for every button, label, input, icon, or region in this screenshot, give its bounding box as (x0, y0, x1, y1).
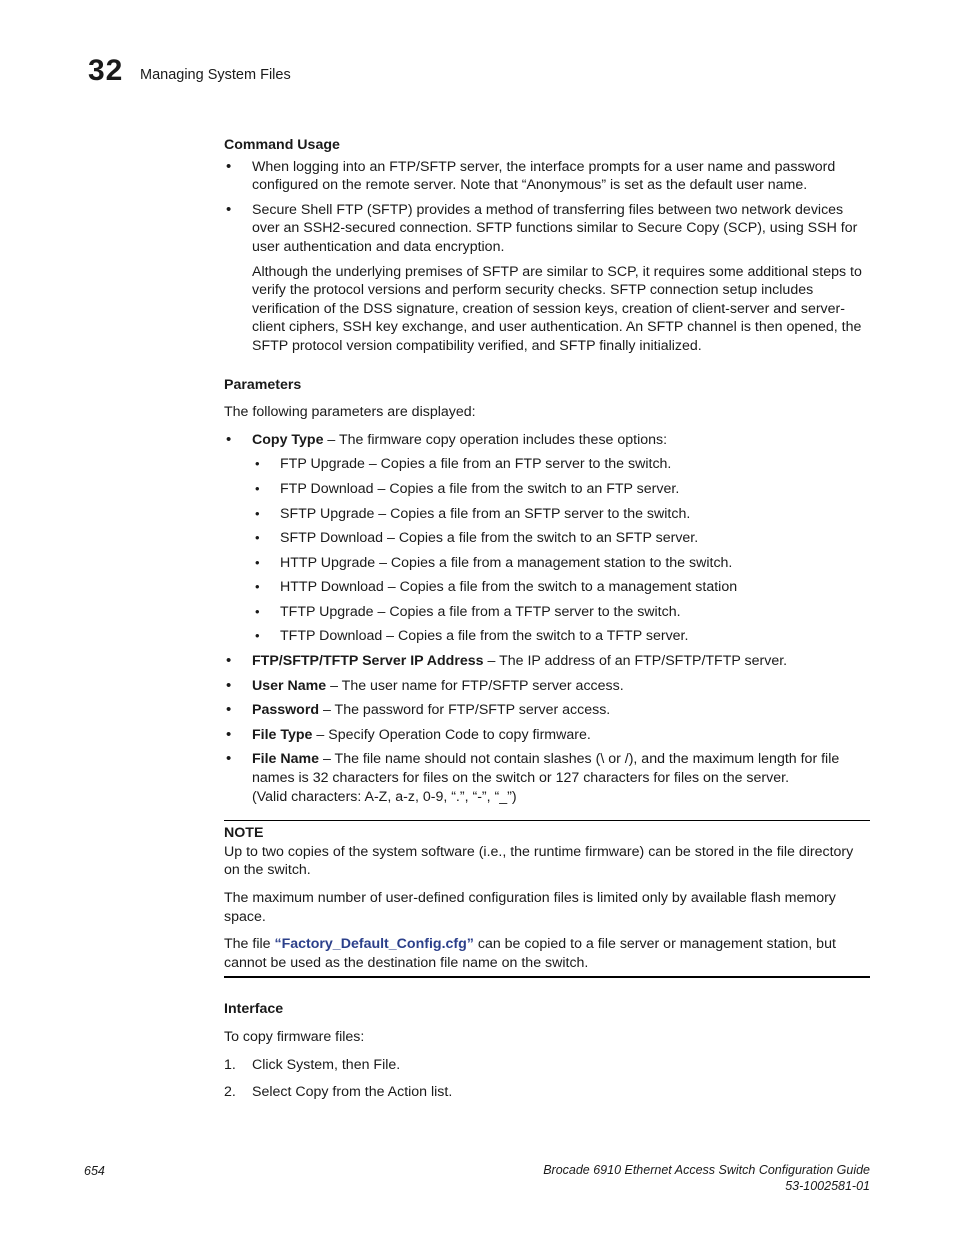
list-item-password (224, 701, 870, 720)
term-label: Copy Type (252, 431, 324, 448)
interface-heading: Interface (224, 1001, 284, 1018)
doc-number: 53-1002581-01 (785, 1179, 870, 1193)
step-item (224, 1056, 870, 1075)
term-description: – The password for FTP/SFTP server access. (319, 702, 611, 719)
page-number: 654 (84, 1164, 105, 1178)
parameters-heading: Parameters (224, 376, 302, 393)
term-label: FTP/SFTP/TFTP Server IP Address (252, 653, 484, 670)
term-label: User Name (252, 677, 327, 694)
parameters-intro: The following parameters are displayed: (224, 404, 476, 421)
step-number: 1. (224, 1056, 236, 1073)
interface-intro: To copy firmware files: (224, 1028, 365, 1045)
term-description: – The user name for FTP/SFTP server access. (326, 677, 624, 694)
list-item: • TFTP Download – Copies a file from the switch to a TFTP server. (252, 627, 870, 646)
list-item-server-ip (224, 652, 870, 671)
note-paragraph: The maximum number of user-defined configuration files is limited only by available flash memory space. (224, 890, 836, 925)
list-item: • Secure Shell FTP (SFTP) provides a method of transferring files between two network devices over an SSH2-secured connection. SFTP functions similar to Secure Copy (SCP), using SSH for user authentication and data encryption. (224, 201, 870, 257)
term-label: File Type (252, 726, 313, 743)
page-content (224, 136, 870, 1111)
copy-type-options (252, 455, 870, 646)
list-item: • FTP Upgrade – Copies a file from an FTP server to the switch. (252, 455, 870, 474)
list-item: • When logging into an FTP/SFTP server, the interface prompts for a user name and password configured on the remote server. Note that “Anonymous” is set as the default user name. (224, 158, 870, 195)
term-description: – The firmware copy operation includes these options: (323, 431, 668, 448)
valid-characters: (Valid characters: A-Z, a-z, 0-9, “.”, “-”, “_”) (252, 788, 517, 805)
term-description: – The IP address of an FTP/SFTP/TFTP server. (483, 653, 788, 670)
term-description: – The file name should not contain slashes (\ or /), and the maximum length for file names is 32 characters for files on the switch or 127 characters for files on the server. (252, 751, 840, 787)
step-number: 2. (224, 1084, 236, 1101)
command-usage-list (224, 158, 870, 257)
term-label: Password (252, 702, 320, 719)
doc-title: Brocade 6910 Ethernet Access Switch Configuration Guide (543, 1163, 870, 1177)
note-paragraph: The file “Factory_Default_Config.cfg” can be copied to a file server or management station, but cannot be used as the destination file name on the switch. (224, 936, 836, 971)
term-description: – Specify Operation Code to copy firmware. (312, 726, 591, 743)
list-item: • HTTP Download – Copies a file from the switch to a management station (252, 578, 870, 597)
note-paragraph: Up to two copies of the system software (i.e., the runtime firmware) can be stored in the file directory on the switch. (224, 843, 854, 879)
steps-list (224, 1056, 870, 1102)
chapter-number: 32 (88, 54, 124, 87)
factory-config-filename: “Factory_Default_Config.cfg” (274, 936, 474, 953)
step-text: Click System, then File. (252, 1056, 401, 1073)
step-item (224, 1083, 870, 1102)
step-text: Select Copy from the Action list. (252, 1084, 453, 1101)
sftp-details-paragraph: Although the underlying premises of SFTP are similar to SCP, it requires some additional steps to verify the protocol versions and perform security checks. SFTP connection setup includes verification of the DSS signature, creation of session keys, creation of client-server and server-client ciphers, SSH key exchange, and user authentication. An SFTP channel is then opened, the SFTP protocol version compatibility verified, and SFTP finally initialized. (252, 263, 862, 354)
footer-doc-info (543, 1162, 870, 1194)
command-usage-heading: Command Usage (224, 137, 340, 153)
list-item-file-type (224, 726, 870, 745)
list-item: • HTTP Upgrade – Copies a file from a management station to the switch. (252, 554, 870, 573)
list-item-user-name (224, 677, 870, 696)
chapter-title: Managing System Files (140, 67, 291, 83)
list-item-file-name (224, 750, 870, 806)
list-item: • SFTP Upgrade – Copies a file from an SFTP server to the switch. (252, 505, 870, 524)
term-label: File Name (252, 751, 320, 768)
note-label: NOTE (224, 825, 264, 842)
list-item: • TFTP Upgrade – Copies a file from a TFTP server to the switch. (252, 603, 870, 622)
parameters-list (224, 431, 870, 807)
note-box (224, 820, 870, 978)
list-item: • FTP Download – Copies a file from the switch to an FTP server. (252, 480, 870, 499)
list-item-copy-type (224, 431, 870, 646)
list-item: • SFTP Download – Copies a file from the switch to an SFTP server. (252, 529, 870, 548)
